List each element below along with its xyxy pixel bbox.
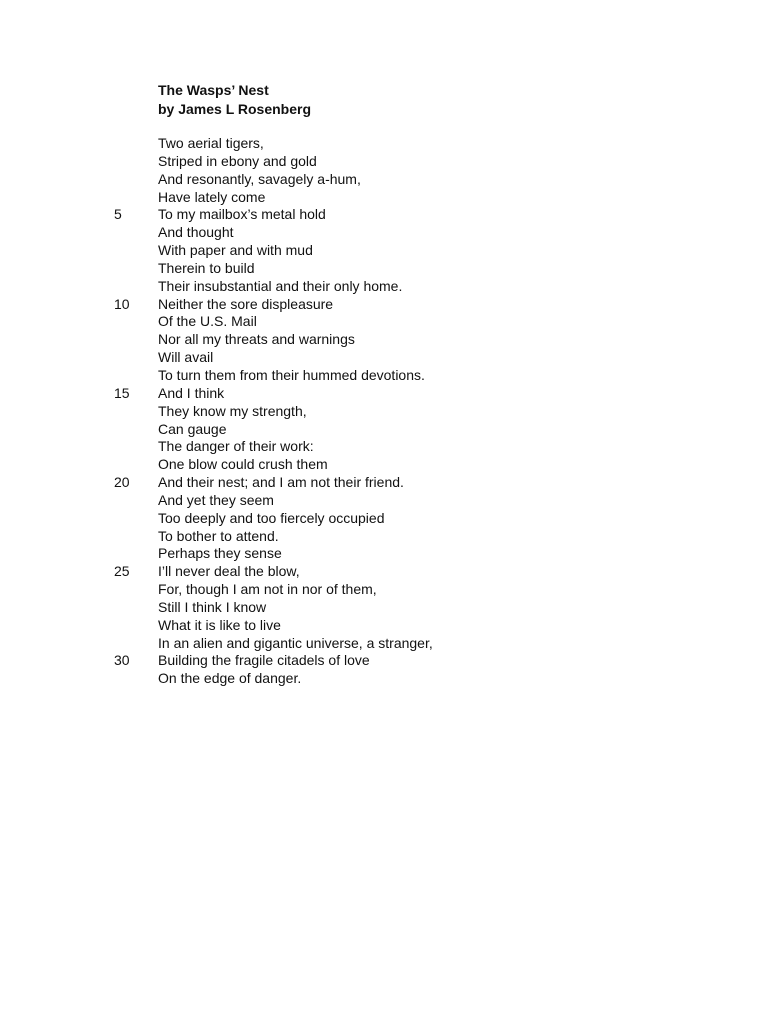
- poem-line: [0, 528, 768, 546]
- line-text: Two aerial tigers,: [158, 135, 264, 151]
- poem-body: [0, 135, 768, 688]
- poem-line: [0, 403, 768, 421]
- poem-line: [0, 296, 768, 314]
- line-text: Of the U.S. Mail: [158, 313, 257, 330]
- line-text: And thought: [158, 224, 234, 241]
- line-text: To bother to attend.: [158, 527, 279, 544]
- line-number: 30: [114, 652, 130, 669]
- poem-line: [0, 171, 768, 189]
- poem-line: [0, 153, 768, 171]
- poem-line: [0, 385, 768, 403]
- poem-line: [0, 474, 768, 492]
- line-text: Can gauge: [158, 420, 227, 437]
- poem-line: [0, 545, 768, 563]
- line-text: To my mailbox’s metal hold: [158, 206, 326, 223]
- line-text: What it is like to live: [158, 616, 281, 633]
- poem-title: The Wasps’ Nest: [158, 82, 269, 98]
- poem-line: [0, 367, 768, 385]
- poem-line: [0, 206, 768, 224]
- poem-line: [0, 421, 768, 439]
- line-text: Too deeply and too fiercely occupied: [158, 509, 385, 526]
- line-number: 20: [114, 474, 130, 491]
- line-text: Striped in ebony and gold: [158, 152, 317, 169]
- line-text: On the edge of danger.: [158, 670, 302, 687]
- line-text: I’ll never deal the blow,: [158, 563, 300, 580]
- poem-line: [0, 278, 768, 296]
- line-number: 10: [114, 295, 130, 312]
- line-text: Nor all my threats and warnings: [158, 331, 355, 348]
- line-text: In an alien and gigantic universe, a stranger,: [158, 634, 433, 651]
- poem-author: by James L Rosenberg: [158, 100, 312, 117]
- poem-line: [0, 242, 768, 260]
- poem-line: [0, 260, 768, 278]
- line-text: The danger of their work:: [158, 438, 314, 455]
- poem-line: [0, 331, 768, 349]
- line-text: They know my strength,: [158, 402, 307, 419]
- line-text: And their nest; and I am not their friend.: [158, 474, 404, 491]
- line-text: Neither the sore displeasure: [158, 295, 334, 312]
- line-text: Will avail: [158, 349, 214, 366]
- poem-line: [0, 652, 768, 670]
- poem-line: [0, 224, 768, 242]
- poem-line: [0, 581, 768, 599]
- line-text: Their insubstantial and their only home.: [158, 277, 403, 294]
- line-text: One blow could crush them: [158, 456, 328, 473]
- poem-line: [0, 349, 768, 367]
- poem-line: [0, 510, 768, 528]
- line-number: 5: [114, 206, 122, 223]
- line-text: With paper and with mud: [158, 242, 313, 259]
- poem-header: [158, 81, 311, 118]
- poem-line: [0, 492, 768, 510]
- line-text: Building the fragile citadels of love: [158, 652, 370, 669]
- poem-line: [0, 456, 768, 474]
- line-text: And I think: [158, 384, 225, 401]
- poem-line: [0, 599, 768, 617]
- poem-line: [0, 313, 768, 331]
- line-text: Perhaps they sense: [158, 545, 282, 562]
- line-text: And resonantly, savagely a-hum,: [158, 170, 361, 187]
- poem-line: [0, 189, 768, 207]
- line-text: For, though I am not in nor of them,: [158, 581, 377, 598]
- poem-line: [0, 563, 768, 581]
- poem-line: [0, 135, 768, 153]
- line-text: To turn them from their hummed devotions.: [158, 366, 425, 383]
- poem-line: [0, 438, 768, 456]
- poem-line: [0, 635, 768, 653]
- poem-line: [0, 617, 768, 635]
- line-text: Therein to build: [158, 259, 255, 276]
- line-text: And yet they seem: [158, 491, 274, 508]
- line-text: Have lately come: [158, 188, 266, 205]
- poem-line: [0, 670, 768, 688]
- line-number: 25: [114, 563, 130, 580]
- line-text: Still I think I know: [158, 598, 267, 615]
- line-number: 15: [114, 384, 130, 401]
